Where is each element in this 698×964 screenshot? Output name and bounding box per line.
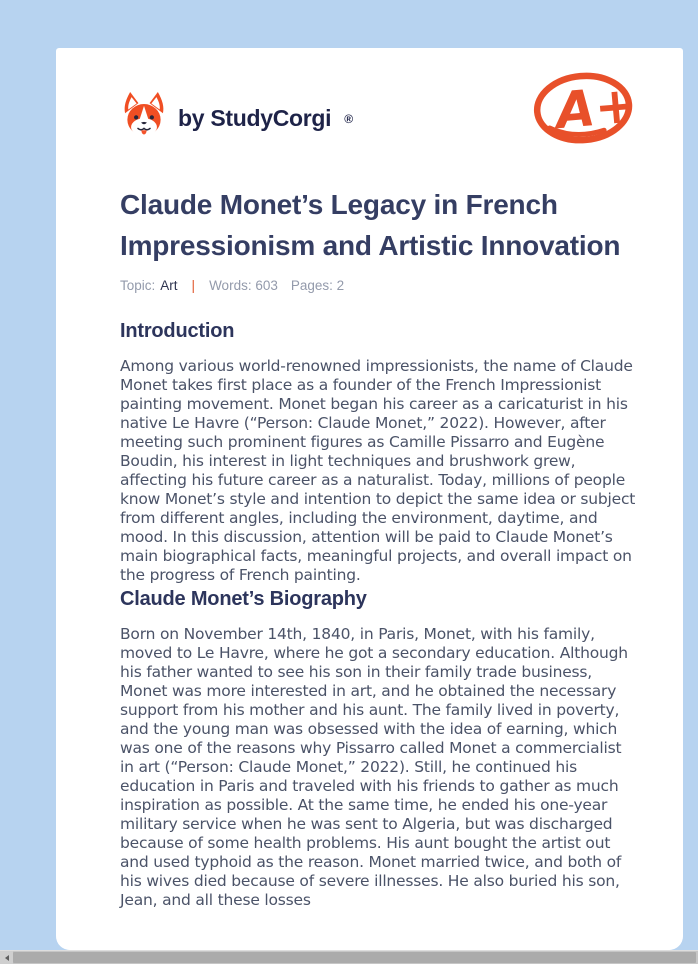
brand-logo[interactable] <box>120 90 353 147</box>
a-plus-badge-icon <box>530 65 636 154</box>
pages-stat: Pages: 2 <box>290 278 345 293</box>
topic-label: Topic: <box>120 278 156 293</box>
registered-mark: ® <box>344 111 354 126</box>
biography-paragraph: Born on November 14th, 1840, in Paris, Monet, with his family, moved to Le Havre, where he got a secondary education. Although his father wanted to see his son in their family trade business, Monet was more interested in art, and he obtained the necessary support from his mother and his aunt. The family lived in poverty, and the young man was obsessed with the idea of earning, which was one of the reasons why Pissarro called Monet a commercialist in art (“Person: Claude Monet,” 2022). Still, he continued his education in Paris and traveled with his friends to gather as much inspiration as possible. At the same time, he ended his one-year military service when he was sent to Algeria, but was discharged because of some health problems. His aunt bought the artist out and used typhoid as the reason. Monet married twice, and both of his wives died because of severe illnesses. He also buried his son, Jean, and all these losses <box>120 625 628 909</box>
meta-separator: | <box>191 278 196 293</box>
corgi-icon <box>120 90 168 147</box>
brand-text: by StudyCorgi <box>178 105 332 131</box>
words-stat: Words: 603 <box>209 278 278 293</box>
horizontal-scrollbar[interactable] <box>0 950 698 964</box>
section-heading-biography: Claude Monet’s Biography <box>120 588 367 610</box>
svg-text:A+: A+ <box>553 75 636 141</box>
article-meta <box>120 278 636 293</box>
bottom-fade-overlay <box>56 924 683 950</box>
scrollbar-thumb[interactable] <box>13 952 696 963</box>
article-title: Claude Monet’s Legacy in French Impressionism and Artistic Innovation <box>120 189 621 261</box>
section-heading-introduction: Introduction <box>120 320 235 342</box>
left-arrow-icon <box>5 955 9 961</box>
card-header <box>120 62 636 158</box>
content-card <box>56 48 683 950</box>
introduction-paragraph: Among various world-renowned impressionists, the name of Claude Monet takes first place as a founder of the French Impressionist painting movement. Monet began his career as a caricaturist in his native Le Havre (“Person: Claude Monet,” 2022). However, after meeting such prominent figures as Camille Pissarro and Eugène Boudin, his interest in light techniques and brushwork grew, affecting his future career as a naturalist. Today, millions of people know Monet’s style and intention to depict the same idea or subject from different angles, including the environment, daytime, and mood. In this discussion, attention will be paid to Claude Monet’s main biographical facts, meaningful projects, and overall impact on the progress of French painting. <box>120 357 636 584</box>
scrollbar-left-arrow-button[interactable] <box>0 951 13 964</box>
topic-link[interactable]: Art <box>160 278 178 293</box>
